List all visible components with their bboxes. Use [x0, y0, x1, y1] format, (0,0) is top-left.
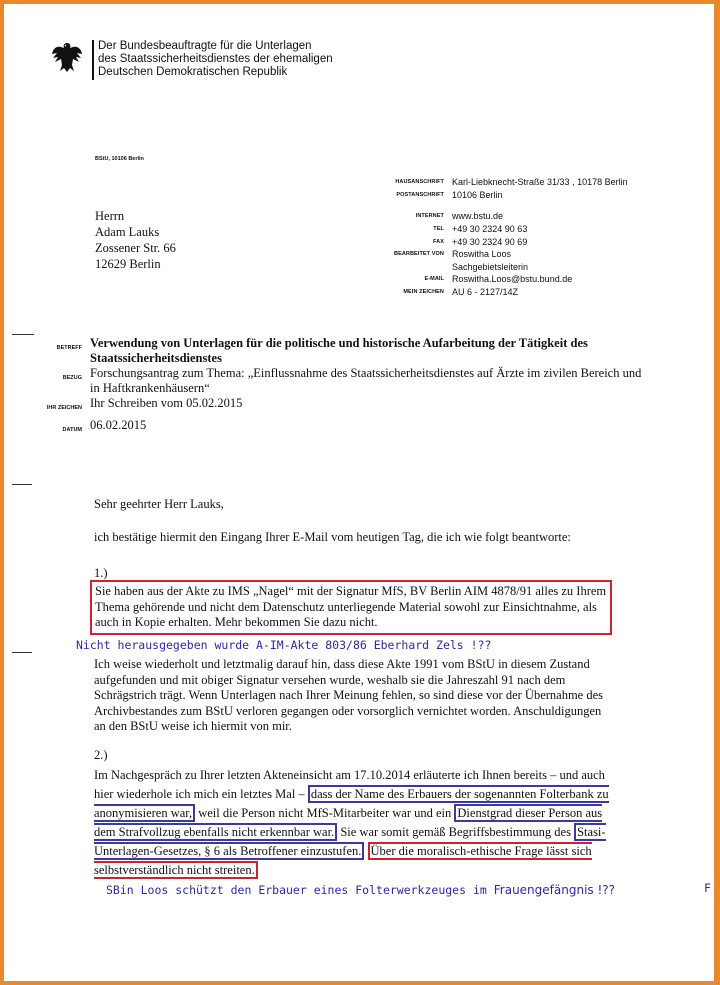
recipient-line-3: Zossener Str. 66 [95, 241, 176, 255]
info-row [330, 248, 650, 261]
salutation: Sehr geehrter Herr Lauks, [94, 497, 224, 511]
recipient-line-2: Adam Lauks [95, 225, 160, 239]
agency-line-3: Deutschen Demokratischen Republik [98, 66, 288, 78]
fold-mark [12, 484, 32, 485]
info-key: INTERNET [415, 213, 444, 220]
betreff-key: BETREFF [56, 345, 82, 351]
info-key: HAUSANSCHRIFT [395, 179, 444, 186]
info-row [330, 261, 650, 274]
info-value: AU 6 - 2127/14Z [452, 287, 519, 298]
contact-info [330, 176, 650, 298]
point-2-paragraph [94, 766, 609, 880]
recipient-line-1: Herrn [95, 209, 125, 223]
point-1-explanation: Ich weise wiederholt und letztmalig darauf hin, dass diese Akte 1991 vom BStU in diesem Zustand aufgefunden und mit obiger Signatur versehen wurde, weshalb sie die Jahreszahl 91 nach dem Schrägstrich trägt. Wenn Unterlagen nach Ihrer Meinung fehlen, so sind diese vor der Übernahme des Archivbestandes zum BStU verloren gegangen oder vorsorglich vernichtet worden. Anschuldigungen an den BStU weise ich hiermit von mir. [94, 657, 604, 733]
point-2-text-a: Im Nachgespräch zu Ihrer letzten Akteneinsicht am 17.10.2014 erläuterte ich Ihnen bereits – und auch hier wiederhole ich mich ein letztes Mal – [94, 768, 605, 801]
bezug-row [30, 366, 670, 396]
info-row [330, 176, 650, 189]
annotation-protects-builder [106, 883, 615, 897]
info-key: BEARBEITET VON [394, 251, 444, 258]
point-2-label: 2.) [94, 748, 108, 762]
federal-eagle-icon [50, 40, 84, 74]
info-row [330, 189, 650, 202]
fold-mark [12, 652, 32, 653]
datum-key: DATUM [62, 427, 82, 433]
info-row [330, 235, 650, 248]
info-row-spacer [330, 201, 650, 210]
annotation-not-released: Nicht herausgegeben wurde A-IM-Akte 803/86 Eberhard Zels !?? [76, 638, 492, 652]
recipient-line-4: 12629 Berlin [95, 257, 161, 271]
point-1-label: 1.) [94, 566, 108, 580]
annotation-2-part-b: Frauengefängnis !?? [493, 883, 616, 897]
info-value: +49 30 2324 90 69 [452, 236, 528, 247]
info-value: Roswitha.Loos@bstu.bund.de [452, 274, 573, 285]
highlight-box-torture-bench: dass der Name des Erbauers der sogenannten Folterbank zu anonymisieren war, [94, 787, 609, 820]
info-value: Karl-Liebknecht-Straße 31/33 , 10178 Berlin [452, 177, 628, 188]
info-value: www.bstu.de [452, 211, 504, 222]
bezug-value: Forschungsantrag zum Thema: „Einflussnahme des Staatssicherheitsdienstes auf Ärzte im zivilen Bereich und in Haftkrankenhäusern“ [90, 366, 642, 395]
info-value: 10106 Berlin [452, 189, 503, 200]
bezug-key: BEZUG [62, 375, 82, 381]
info-key: TEL [433, 226, 444, 233]
ihr-zeichen-key: IHR ZEICHEN [46, 405, 82, 411]
agency-name [98, 40, 333, 79]
annotation-cut-off: F [704, 881, 711, 895]
point-2-text-b: weil die Person nicht MfS-Mitarbeiter war und ein [198, 806, 452, 820]
info-value: Roswitha Loos [452, 249, 512, 260]
info-value: +49 30 2324 90 63 [452, 224, 528, 235]
point-2-text-c: Sie war somit gemäß Begriffsbestimmung des [340, 825, 571, 839]
info-key: FAX [433, 238, 444, 245]
agency-line-2: des Staatssicherheitsdienstes der ehemaligen [98, 53, 333, 65]
info-key: POSTANSCHRIFT [396, 191, 444, 198]
info-value: Sachgebietsleiterin [452, 261, 529, 272]
datum-value: 06.02.2015 [90, 418, 147, 432]
info-row [330, 210, 650, 223]
info-row [330, 273, 650, 286]
agency-line-1: Der Bundesbeauftragte für die Unterlagen [98, 40, 312, 52]
highlight-box-moral-question: Über die moralisch-ethische Frage lässt sich selbstverständlich nicht streiten. [94, 844, 592, 877]
ihr-zeichen-row [30, 396, 670, 416]
fold-mark [12, 334, 34, 335]
info-key: MEIN ZEICHEN [403, 289, 444, 296]
recipient-address [95, 208, 176, 272]
subject-block [30, 336, 670, 438]
highlight-box-point-1: Sie haben aus der Akte zu IMS „Nagel“ mit der Signatur MfS, BV Berlin AIM 4878/91 alles zu Ihrem Thema gehörende und nicht dem Datenschutz unterliegende Material sowohl zur Einsichtnahme, als auch in Kopie erhalten. Mehr bekommen Sie dazu nicht. [90, 580, 612, 635]
info-key: E-MAIL [424, 276, 444, 283]
betreff-value: Verwendung von Unterlagen für die politische und historische Aufarbeitung der Tätigkeit des Staatssicherheitsdienstes [90, 336, 588, 365]
info-row [330, 223, 650, 236]
letterhead-divider [92, 40, 94, 80]
datum-row [30, 418, 670, 438]
intro-paragraph: ich bestätige hiermit den Eingang Ihrer E-Mail vom heutigen Tag, die ich wie folgt beantworte: [94, 530, 571, 544]
highlight-box-law: Stasi-Unterlagen-Gesetzes, § 6 als Betroffener einzustufen. [94, 825, 606, 858]
info-row [330, 286, 650, 299]
ihr-zeichen-value: Ihr Schreiben vom 05.02.2015 [90, 396, 243, 410]
annotation-2-part-a: SBin Loos schützt den Erbauer eines Folterwerkzeuges im [106, 883, 487, 897]
highlight-box-rank: Dienstgrad dieser Person aus dem Strafvollzug ebenfalls nicht erkennbar war. [94, 806, 603, 839]
sender-line: BStU, 10106 Berlin [95, 156, 144, 162]
betreff-row [30, 336, 670, 366]
